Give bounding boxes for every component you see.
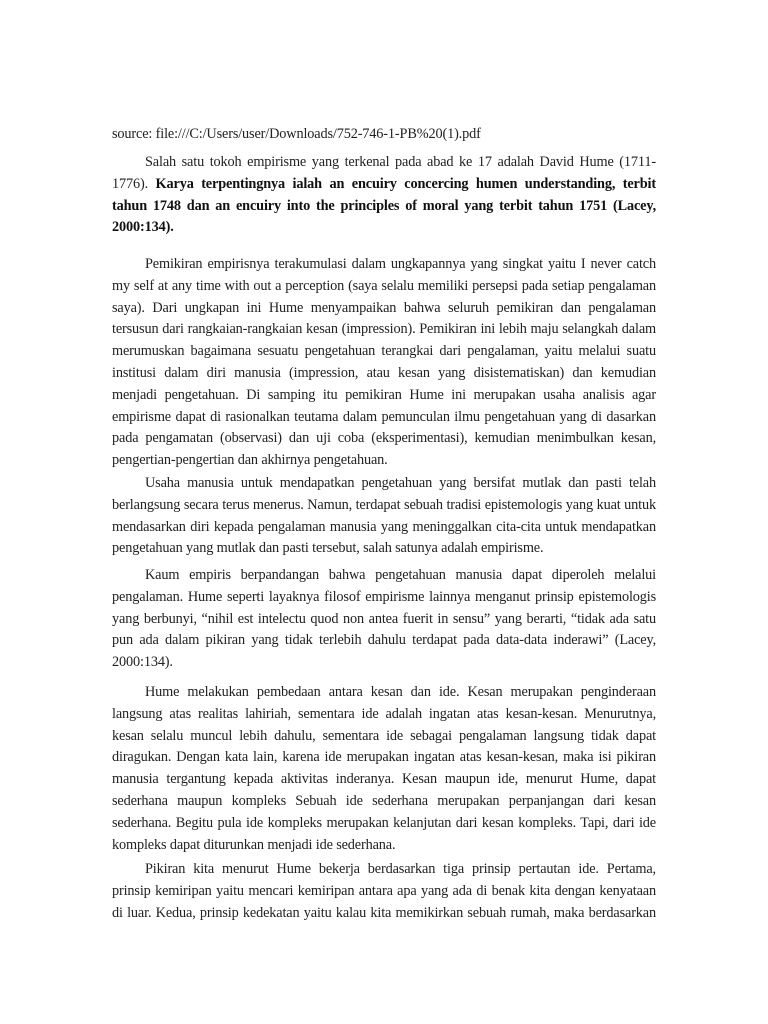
text: Pikiran kita menurut Hume bekerja berdasarkan tiga prinsip pertautan ide. Pertama,	[145, 861, 656, 877]
text-line	[112, 276, 656, 298]
text-line	[112, 791, 656, 813]
text-line	[112, 609, 656, 631]
text-line	[112, 903, 656, 925]
text: pengalaman. Hume seperti layaknya filosof empirisme lainnya menganut prinsip epistemologis	[112, 588, 656, 605]
text-line	[112, 565, 656, 587]
text-line	[112, 859, 656, 881]
text-line	[112, 254, 656, 276]
text-line	[112, 682, 656, 704]
text: kesan selalu muncul lebih dahulu, sementara ide sebagai pengalaman langsung tidak dapat	[112, 727, 656, 744]
text: pun ada dalam pikiran yang tidak terlebih dahulu terdapat pada data-data inderawi” (Lacey,	[112, 632, 656, 649]
text: di luar. Kedua, prinsip kedekatan yaitu kalau kita memikirkan sebuah rumah, maka berdasarkan	[112, 904, 656, 921]
text: kompleks dapat diturunkan menjadi ide sederhana.	[112, 836, 396, 853]
text-line	[112, 747, 656, 769]
text: merumuskan bagaimana sesuatu pengetahuan terangkai dari pengalaman, yaitu melalui suatu	[112, 343, 656, 360]
text-line	[112, 363, 656, 385]
text-line	[112, 152, 656, 174]
text-line	[112, 517, 656, 539]
paragraph	[112, 682, 656, 856]
text: sederhana. Begitu pula ide kompleks merupakan kelanjutan dari kesan kompleks. Tapi, dari ide	[112, 814, 656, 831]
text-line	[112, 652, 656, 674]
text-line	[112, 881, 656, 903]
paragraph	[112, 565, 656, 674]
text-line	[112, 428, 656, 450]
text-line	[112, 196, 656, 218]
text-line	[112, 217, 656, 239]
text: Usaha manusia untuk mendapatkan pengetahuan yang bersifat mutlak dan pasti telah	[145, 475, 656, 491]
text: tersusun dari rangkaian-rangkaian kesan (impression). Pemikiran ini lebih maju selangkah dalam	[112, 321, 656, 338]
text: mendasarkan diri kepada pengalaman manusia yang meninggalkan cita-cita untuk mendapatkan	[112, 518, 656, 535]
bold-text: tahun 1748 dan an encuiry into the principles of moral yang terbit tahun 1751 (Lacey,	[112, 197, 656, 214]
text-line	[112, 835, 656, 857]
text: 2000:134).	[112, 654, 173, 671]
paragraph	[112, 473, 656, 560]
text-line	[112, 495, 656, 517]
text: sederhana maupun kompleks Sebuah ide sederhana merupakan perpanjangan dari kesan	[112, 792, 656, 809]
text: pengetahuan yang mutlak dan pasti tersebut, salah satunya adalah empirisme.	[112, 540, 544, 557]
text-line	[112, 407, 656, 429]
text: prinsip kemiripan yaitu mencari kemiripan antara apa yang ada di benak kita dengan kenyataan	[112, 882, 656, 899]
source-line	[112, 124, 656, 146]
text: berlangsung secara terus menerus. Namun, terdapat sebuah tradisi epistemologis yang kuat untuk	[112, 496, 656, 513]
text: Hume melakukan pembedaan antara kesan dan ide. Kesan merupakan penginderaan	[145, 684, 656, 700]
text: Pemikiran empirisnya terakumulasi dalam ungkapannya yang singkat yaitu I never catch	[145, 256, 656, 272]
text: diragukan. Dengan kata lain, karena ide merupakan ingatan atas kesan-kesan, maka isi pikiran	[112, 749, 656, 766]
text: langsung atas realitas lahiriah, sementara ide adalah ingatan atas kesan-kesan. Menurutnya,	[112, 705, 656, 722]
text: pengertian-pengertian dan akhirnya pengetahuan.	[112, 452, 388, 469]
bold-text: Karya terpentingnya ialah an encuiry concercing humen understanding, terbit	[155, 175, 656, 192]
paragraph	[112, 859, 656, 924]
text-line	[112, 341, 656, 363]
paragraph	[112, 152, 656, 239]
text-line	[112, 450, 656, 472]
text: Salah satu tokoh empirisme yang terkenal pada abad ke 17 adalah David Hume (1711-	[145, 154, 656, 170]
text: institusi dalam diri manusia (impression, atau kesan yang disistematiskan) dan kemudian	[112, 364, 656, 381]
text-line	[112, 298, 656, 320]
text: yang berbunyi, “nihil est intelectu quod non antea fuerit in sensu” yang berarti, “tidak ada satu	[112, 610, 656, 627]
text: Kaum empiris berpandangan bahwa pengetahuan manusia dapat diperoleh melalui	[145, 567, 656, 583]
text: empirisme dapat di rasionalkan teutama dalam pemunculan ilmu pengetahuan yang di dasarkan	[112, 408, 656, 425]
text-line	[112, 385, 656, 407]
paragraph	[112, 254, 656, 472]
text-line	[112, 704, 656, 726]
text: saya). Dari ungkapan ini Hume menyampaikan bahwa seluruh pemikiran dan pengalaman	[112, 299, 656, 316]
text-line	[112, 726, 656, 748]
bold-text: 2000:134).	[112, 219, 174, 236]
text: menjadi pengetahuan. Di samping itu pemikiran Hume ini merupakan usaha analisis agar	[112, 386, 656, 403]
text: my self at any time with out a perception (saya selalu memiliki persepsi pada setiap pengalaman	[112, 277, 656, 294]
text-line	[112, 174, 656, 196]
source-text: source: file:///C:/Users/user/Downloads/752-746-1-PB%20(1).pdf	[112, 126, 481, 142]
text-line	[112, 473, 656, 495]
text: pada pengamatan (observasi) dan uji coba (eksperimentasi), kemudian menimbulkan kesan,	[112, 430, 656, 447]
text-line	[112, 630, 656, 652]
text-line	[112, 538, 656, 560]
text-line	[112, 319, 656, 341]
text-line	[112, 813, 656, 835]
text-line	[112, 769, 656, 791]
text-line	[112, 587, 656, 609]
text: manusia tergantung kepada aktivitas inderanya. Kesan maupun ide, menurut Hume, dapat	[112, 771, 656, 788]
text: 1776).	[112, 175, 156, 192]
